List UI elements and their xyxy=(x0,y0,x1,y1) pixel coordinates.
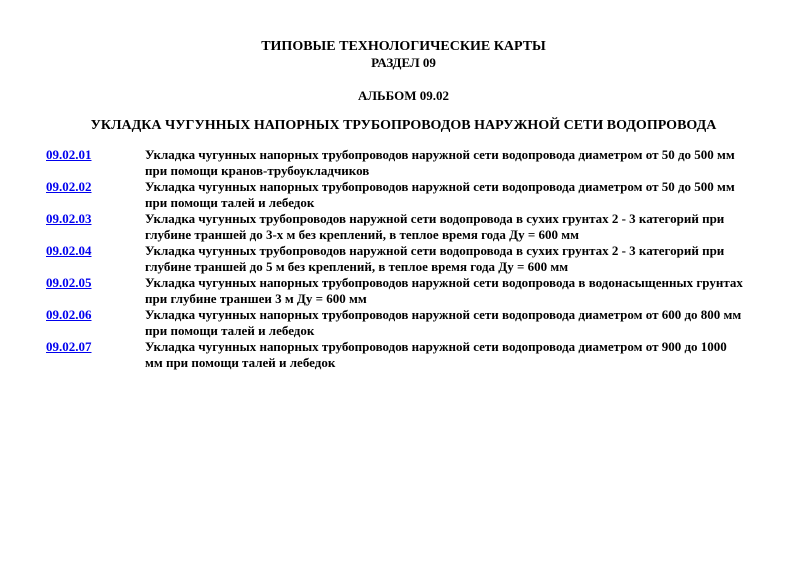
card-description xyxy=(145,147,770,179)
description-line: глубине траншей до 5 м без креплений, в теплое время года Ду = 600 мм xyxy=(145,259,569,274)
album-heading: АЛЬБОМ 09.02 xyxy=(357,88,450,103)
description-line: при помощи талей и лебедок xyxy=(145,323,315,338)
card-link-09-02-07[interactable]: 09.02.07 xyxy=(46,339,92,354)
list-item xyxy=(0,275,807,307)
card-description xyxy=(145,307,770,339)
card-description xyxy=(145,339,770,371)
card-link-09-02-06[interactable]: 09.02.06 xyxy=(46,307,92,322)
description-line: Укладка чугунных трубопроводов наружной сети водопровода в сухих грунтах 2 - 3 категорий при xyxy=(145,243,725,258)
description-line: мм при помощи талей и лебедок xyxy=(145,355,336,370)
list-item xyxy=(0,179,807,211)
description-line: Укладка чугунных трубопроводов наружной сети водопровода в сухих грунтах 2 - 3 категорий при xyxy=(145,211,725,226)
description-line: Укладка чугунных напорных трубопроводов наружной сети водопровода диаметром от 900 до 1000 xyxy=(145,339,727,354)
description-line: Укладка чугунных напорных трубопроводов наружной сети водопровода диаметром от 50 до 500 мм xyxy=(145,147,735,162)
description-line: при глубине траншеи 3 м Ду = 600 мм xyxy=(145,291,367,306)
card-link-09-02-01[interactable]: 09.02.01 xyxy=(46,147,92,162)
section-heading: РАЗДЕЛ 09 xyxy=(371,55,436,70)
subject-heading: УКЛАДКА ЧУГУННЫХ НАПОРНЫХ ТРУБОПРОВОДОВ НАРУЖНОЙ СЕТИ ВОДОПРОВОДА xyxy=(90,118,717,133)
card-list xyxy=(0,147,807,371)
description-line: Укладка чугунных напорных трубопроводов наружной сети водопровода диаметром от 50 до 500 мм xyxy=(145,179,735,194)
description-line: Укладка чугунных напорных трубопроводов наружной сети водопровода диаметром от 600 до 800 мм xyxy=(145,307,742,322)
card-description xyxy=(145,211,770,243)
list-item xyxy=(0,243,807,275)
card-link-09-02-02[interactable]: 09.02.02 xyxy=(46,179,92,194)
card-link-09-02-04[interactable]: 09.02.04 xyxy=(46,243,92,258)
description-line: Укладка чугунных напорных трубопроводов наружной сети водопровода в водонасыщенных грунтах xyxy=(145,275,743,290)
page-title: ТИПОВЫЕ ТЕХНОЛОГИЧЕСКИЕ КАРТЫ xyxy=(261,39,546,54)
list-item xyxy=(0,339,807,371)
list-item xyxy=(0,211,807,243)
list-item xyxy=(0,147,807,179)
description-line: при помощи кранов-трубоукладчиков xyxy=(145,163,370,178)
list-item xyxy=(0,307,807,339)
card-description xyxy=(145,243,770,275)
card-link-09-02-05[interactable]: 09.02.05 xyxy=(46,275,92,290)
card-description xyxy=(145,275,770,307)
description-line: при помощи талей и лебедок xyxy=(145,195,315,210)
description-line: глубине траншей до 3-х м без креплений, в теплое время года Ду = 600 мм xyxy=(145,227,579,242)
card-link-09-02-03[interactable]: 09.02.03 xyxy=(46,211,92,226)
card-description xyxy=(145,179,770,211)
